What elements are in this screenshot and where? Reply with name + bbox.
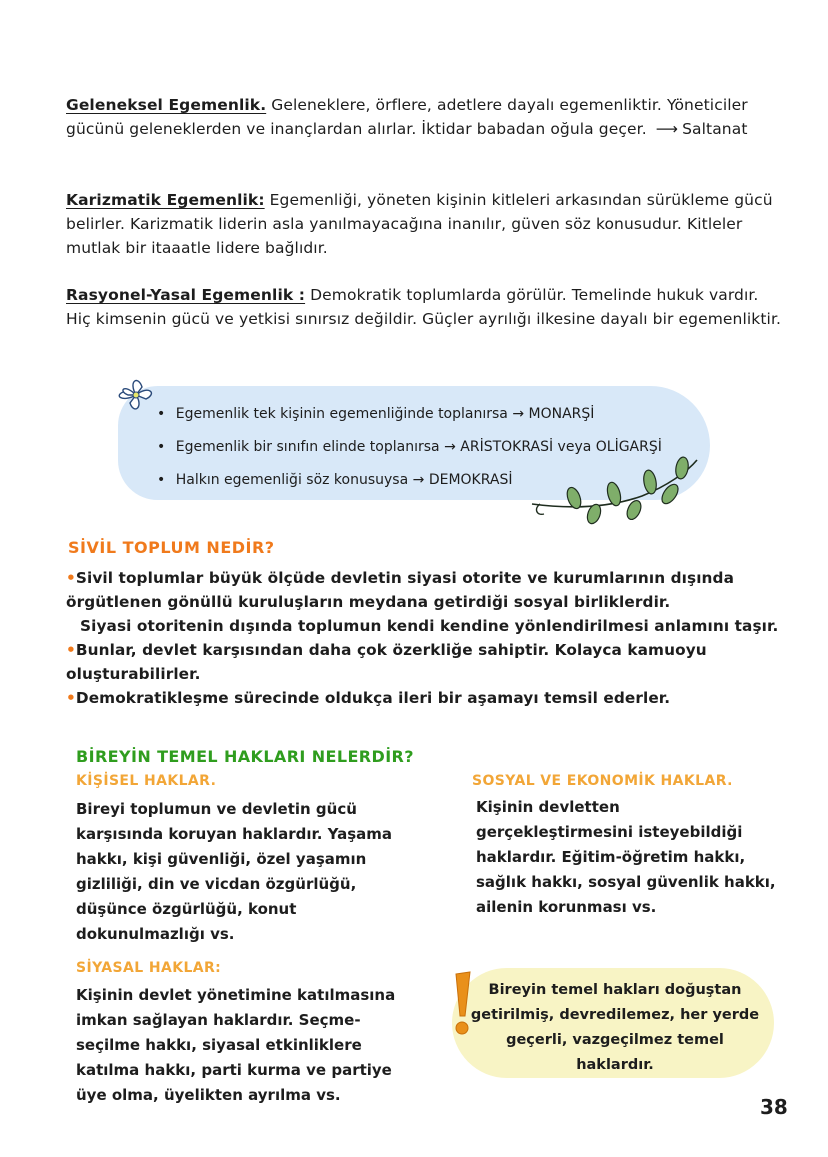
civil-society-text <box>66 566 786 710</box>
political-rights-heading: SİYASAL HAKLAR: <box>76 960 222 976</box>
charismatic-sovereignty-text: Egemenliği, yöneten kişinin kitleleri arkasından sürükleme gücü belirler. Karizmatik liderin asla yanılmayacağına inanılır, güven söz konusudur. Kitleler mutlak bir itaaatle lidere bağlıdır. <box>66 191 773 257</box>
charismatic-sovereignty-term: Karizmatik Egemenlik: <box>66 191 265 209</box>
list-item: •Demokratikleşme sürecinde oldukça ileri bir aşamayı temsil ederler. <box>66 689 671 707</box>
political-rights-text: Kişinin devlet yönetimine katılmasına imkan sağlayan haklardır. Seçme-seçilme hakkı, siyasal etkinliklere katılma hakkı, parti kurma ve partiye üye olma, üyelikten ayrılma vs. <box>76 986 396 1104</box>
personal-rights-heading: KİŞİSEL HAKLAR. <box>76 773 217 789</box>
arrow-icon: ⟶ <box>655 120 679 138</box>
rational-sovereignty-paragraph <box>66 283 786 331</box>
traditional-sovereignty-term: Geleneksel Egemenlik. <box>66 96 267 114</box>
callout-item: • Egemenlik bir sınıfın elinde toplanırsa → ARİSTOKRASİ veya OLİGARŞİ <box>157 431 717 464</box>
list-item: Siyasi otoritenin dışında toplumun kendi kendine yönlendirilmesi anlamını taşır. <box>80 617 779 635</box>
traditional-sovereignty-paragraph <box>66 93 766 141</box>
rational-sovereignty-text: Demokratik toplumlarda görülür. Temelinde hukuk vardır. Hiç kimsenin gücü ve yetkisi sınırsız değildir. Güçler ayrılığı ilkesine dayalı bir egemenliktir. <box>66 286 782 328</box>
callout-item: • Egemenlik tek kişinin egemenliğinde toplanırsa → MONARŞİ <box>157 398 717 431</box>
arrow-icon: → <box>512 406 525 422</box>
social-rights-heading: SOSYAL VE EKONOMİK HAKLAR. <box>472 773 733 789</box>
list-item: •Sivil toplumlar büyük ölçüde devletin siyasi otorite ve kurumlarının dışında örgütlenen gönüllü kuruluşların meydana getirdiği sosyal birliklerdir. <box>66 569 735 611</box>
traditional-sovereignty-text: Geleneklere, örflere, adetlere dayalı egemenliktir. Yöneticiler gücünü geleneklerden ve inançlardan alırlar. İktidar babadan oğula geçer. <box>66 96 748 138</box>
rights-heading: BİREYİN TEMEL HAKLARI NELERDİR? <box>76 747 414 766</box>
personal-rights-text: Bireyi toplumun ve devletin gücü karşısında koruyan haklardır. Yaşama hakkı, kişi güvenliği, özel yaşamın gizliliği, din ve vicdan özgürlüğü, düşünce özgürlüğü, konut dokunulmazlığı vs. <box>76 800 393 943</box>
note-text: Bireyin temel hakları doğuştan getirilmiş, devredilemez, her yerde geçerli, vazgeçilmez temel haklardır. <box>470 982 760 1073</box>
arrow-icon: → <box>412 472 425 488</box>
social-rights-text: Kişinin devletten gerçekleştirmesini isteyebildiği haklardır. Eğitim-öğretim hakkı, sağlık hakkı, sosyal güvenlik hakkı, ailenin korunması vs. <box>476 798 776 916</box>
arrow-icon: → <box>444 439 456 455</box>
vine-icon <box>522 452 702 527</box>
rational-sovereignty-term: Rasyonel-Yasal Egemenlik : <box>66 286 306 304</box>
civil-society-heading: SİVİL TOPLUM NEDİR? <box>68 538 275 557</box>
traditional-result: Saltanat <box>682 120 748 138</box>
callout-item: • Halkın egemenliği söz konusuysa → DEMOKRASİ <box>157 464 717 497</box>
list-item: •Bunlar, devlet karşısından daha çok özerkliğe sahiptir. Kolayca kamuoyu oluşturabilirler. <box>66 641 707 683</box>
page-number: 38 <box>760 1095 788 1119</box>
flower-icon <box>108 373 164 419</box>
charismatic-sovereignty-paragraph <box>66 188 786 260</box>
